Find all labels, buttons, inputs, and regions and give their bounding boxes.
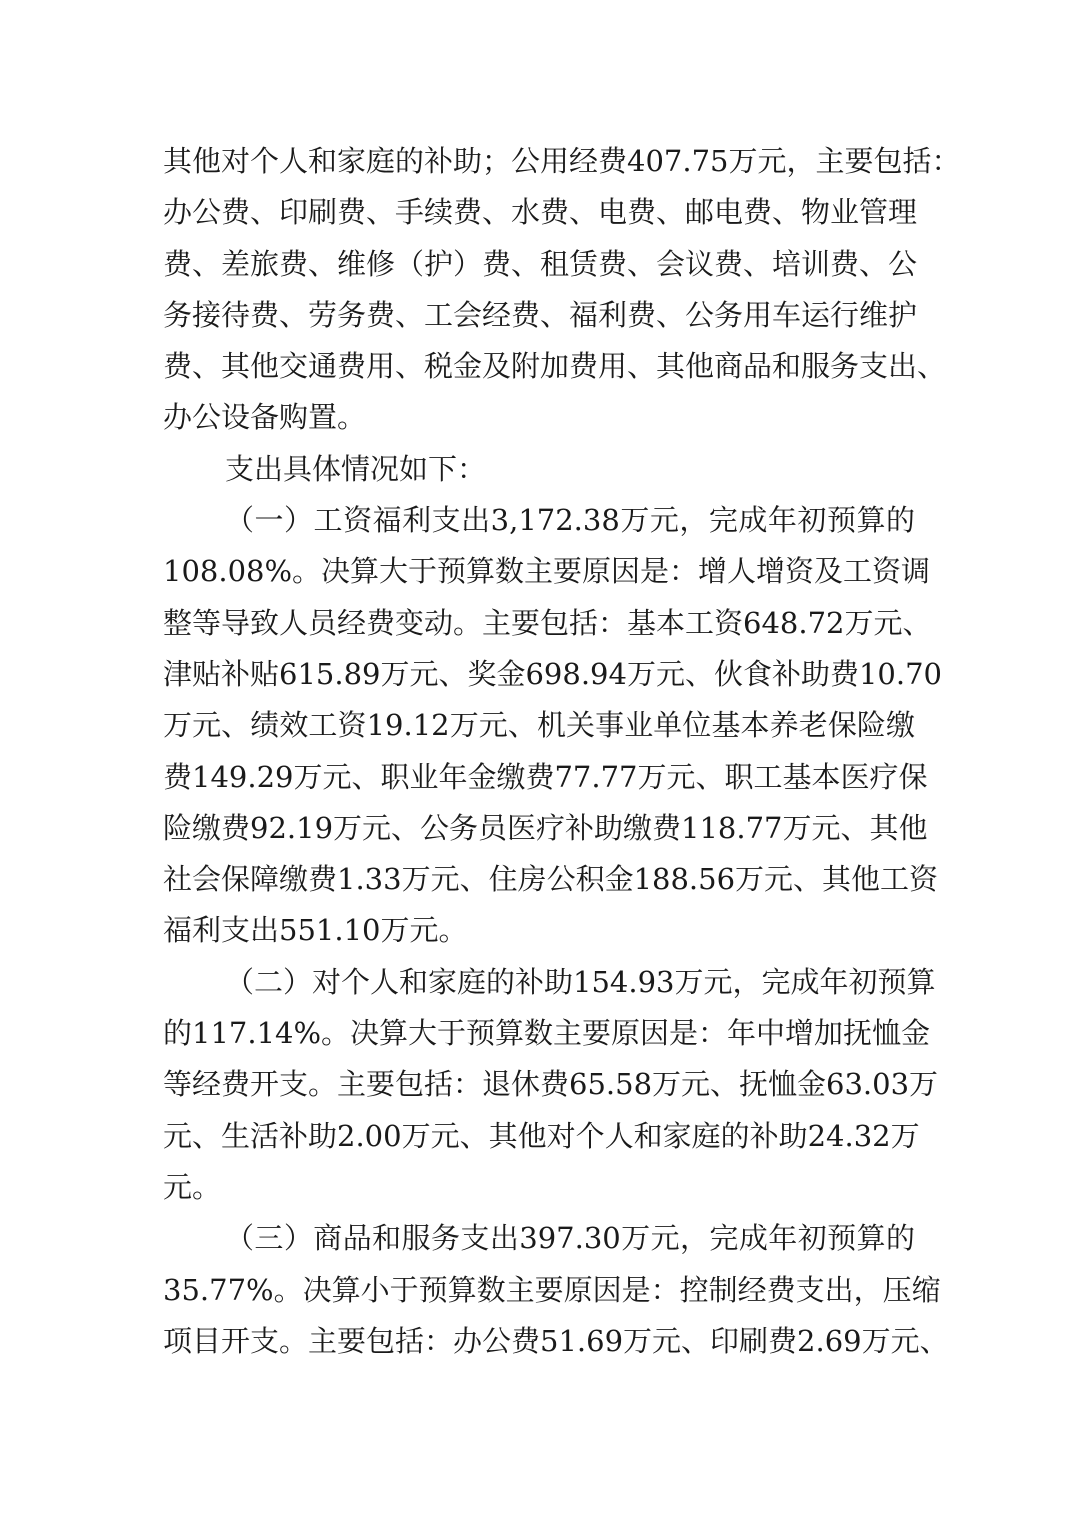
text-line: 元、生活补助2.00万元、其他对个人和家庭的补助24.32万	[163, 1118, 920, 1153]
text-line: 办公设备购置。	[163, 400, 367, 435]
text-line: 项目开支。主要包括：办公费51.69万元、印刷费2.69万元、	[163, 1323, 949, 1358]
text-line: （一）工资福利支出3,172.38万元，完成年初预算的	[225, 503, 915, 538]
text-line: 其他对个人和家庭的补助；公用经费407.75万元，主要包括：	[163, 144, 961, 178]
text-line: 津贴补贴615.89万元、奖金698.94万元、伙食补助费10.70	[163, 656, 942, 691]
text-line: 等经费开支。主要包括：退休费65.58万元、抚恤金63.03万	[163, 1067, 939, 1102]
text-line: 的117.14%。决算大于预算数主要原因是：年中增加抚恤金	[163, 1016, 931, 1051]
text-line: 万元、绩效工资19.12万元、机关事业单位基本养老保险缴	[163, 708, 915, 743]
text-line: 福利支出551.10万元。	[163, 913, 468, 948]
text-line: 险缴费92.19万元、公务员医疗补助缴费118.77万元、其他	[163, 810, 928, 845]
text-line: （三）商品和服务支出397.30万元，完成年初预算的	[225, 1221, 915, 1256]
text-line: 费149.29万元、职业年金缴费77.77万元、职工基本医疗保	[163, 759, 928, 794]
text-line: 办公费、印刷费、手续费、水费、电费、邮电费、物业管理	[163, 195, 918, 230]
text-line: 108.08%。决算大于预算数主要原因是：增人增资及工资调	[163, 554, 931, 589]
text-line: 支出具体情况如下：	[225, 451, 487, 486]
text-line: 社会保障缴费1.33万元、住房公积金188.56万元、其他工资	[163, 862, 939, 897]
text-line: 元。	[163, 1169, 222, 1204]
text-line: 费、差旅费、维修（护）费、租赁费、会议费、培训费、公	[163, 246, 918, 281]
text-line: 整等导致人员经费变动。主要包括：基本工资648.72万元、	[163, 605, 932, 640]
text-line: 35.77%。决算小于预算数主要原因是：控制经费支出，压缩	[163, 1272, 941, 1307]
text-line: （二）对个人和家庭的补助154.93万元，完成年初预算	[225, 964, 936, 999]
text-line: 务接待费、劳务费、工会经费、福利费、公务用车运行维护	[163, 297, 918, 332]
document-body	[163, 136, 961, 1367]
text-line: 费、其他交通费用、税金及附加费用、其他商品和服务支出、	[163, 349, 947, 384]
